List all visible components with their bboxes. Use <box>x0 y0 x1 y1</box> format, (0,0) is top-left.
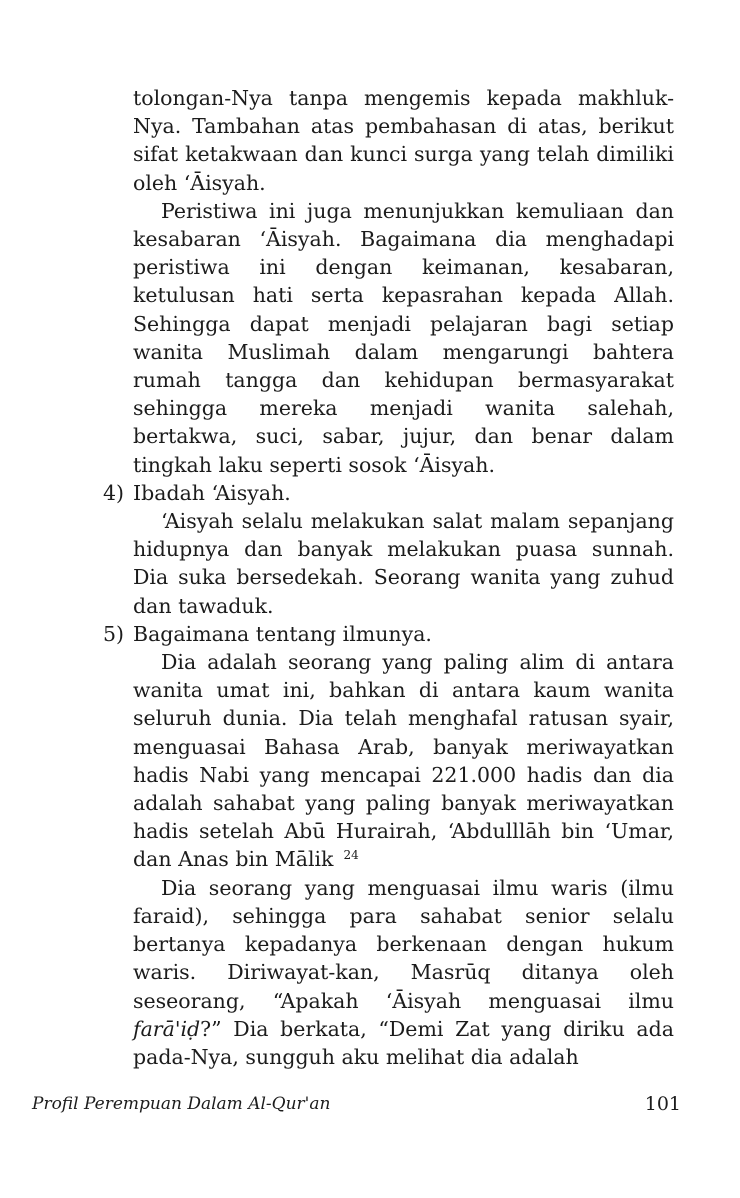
page-body <box>103 84 674 1071</box>
paragraph-intro: tolongan-Nya tanpa mengemis kepada makhluk-Nya. Tambahan atas pembahasan di atas, berikut sifat ketakwaan dan kunci surga yang telah dimiliki oleh ‘Āisyah. <box>133 86 674 195</box>
list-item-4-heading <box>103 479 674 507</box>
paragraph-kesabaran: Peristiwa ini juga menunjukkan kemuliaan dan kesabaran ‘Āisyah. Bagaimana dia menghadapi peristiwa ini dengan keimanan, kesabaran, ketulusan hati serta kepasrahan kepada Allah. Sehingga dapat menjadi pelajaran bagi setiap wanita Muslimah dalam mengarungi bahtera rumah tangga dan kehidupan bermasyarakat sehingga mereka menjadi wanita salehah, bertakwa, suci, sabar, jujur, dan benar dalam tingkah laku seperti sosok ‘Āisyah. <box>133 198 674 477</box>
footnote-reference[interactable]: 24 <box>343 847 359 862</box>
paragraph-waris <box>133 874 674 1071</box>
list-item-5-heading <box>103 620 674 648</box>
paragraph-ibadah: ‘Aisyah selalu melakukan salat malam sepanjang hidupnya dan banyak melakukan puasa sunnah. Dia suka bersedekah. Seorang wanita yang zuhud dan tawaduk. <box>133 509 674 618</box>
paragraph-waris-text-end: ?” Dia berkata, “Demi Zat yang diriku ada pada-Nya, sungguh aku melihat dia adalah <box>133 1016 674 1069</box>
paragraph-ilmu <box>133 648 674 874</box>
paragraph-ilmu-text: Dia adalah seorang yang paling alim di antara wanita umat ini, bahkan di antara kaum wanita seluruh dunia. Dia telah menghafal ratusan syair, menguasai Bahasa Arab, banyak meriwayatkan hadis Nabi yang mencapai 221.000 hadis dan dia adalah sahabat yang paling banyak meriwayatkan hadis setelah Abū Hurairah, ‘Abdulllāh bin ‘Umar, dan Anas bin Mālik <box>133 650 674 872</box>
page-number: 101 <box>644 1093 681 1115</box>
italic-term: farā'iḍ <box>133 1016 201 1041</box>
paragraph-waris-text: Dia seorang yang menguasai ilmu waris (ilmu faraid), sehingga para sahabat senior selalu bertanya kepadanya berkenaan dengan hukum waris. Diriwayat-kan, Masrūq ditanya oleh seseorang, “Apakah ‘Āisyah menguasai ilmu <box>133 875 674 1013</box>
list-heading-text: Ibadah ‘Aisyah. <box>133 480 291 505</box>
list-number: 5) <box>103 621 125 646</box>
list-heading-text: Bagaimana tentang ilmunya. <box>133 621 432 646</box>
book-title: Profil Perempuan Dalam Al-Qur'an <box>32 1094 331 1114</box>
list-number: 4) <box>103 480 125 505</box>
